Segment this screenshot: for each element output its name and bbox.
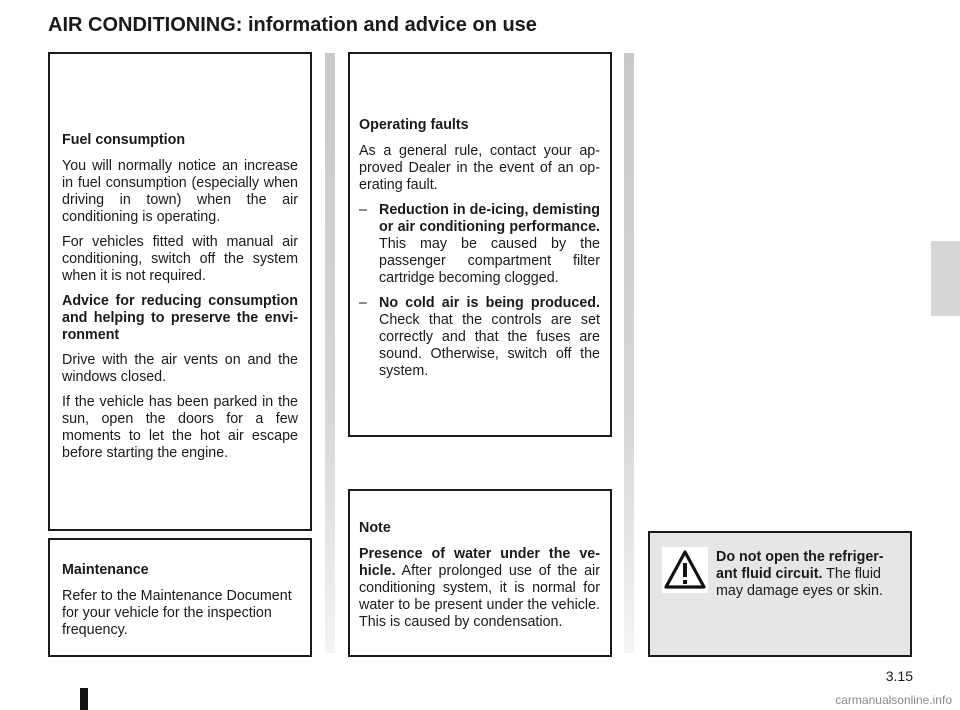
parked-sun-text: If the vehicle has been parked in the sun, open the doors for a few moments to let the hot air escape before starting the engine.	[62, 394, 298, 461]
note-box	[348, 489, 612, 657]
fault-title: No cold air is being produced.	[379, 295, 600, 311]
section-tab-marker	[931, 241, 960, 316]
advice-heading: Advice for reducing consumption and helping to preserve the environment	[62, 293, 298, 343]
fault-description: Check that the controls are set correctly and that the fuses are sound. Otherwise, switch off the system.	[379, 312, 600, 379]
dash-bullet: –	[359, 202, 367, 218]
page-number: 3.15	[885, 668, 913, 684]
note-heading: Note	[359, 520, 391, 536]
warning-box	[648, 531, 912, 657]
warning-text: The fluid may damage eyes or skin.	[716, 566, 883, 599]
dash-bullet: –	[359, 295, 367, 311]
warning-triangle-icon	[662, 547, 708, 593]
column-divider-left	[325, 53, 335, 653]
fault-item	[359, 295, 600, 380]
maintenance-box	[48, 538, 312, 657]
note-text: After prolonged use of the air conditioning system, it is normal for water to be present under the vehicle. This is caused by condensation.	[359, 563, 600, 630]
maintenance-text: Refer to the Maintenance Document for your vehicle for the inspection frequency.	[62, 588, 292, 638]
corner-mark	[80, 688, 88, 710]
manual-ac-text: For vehicles fitted with manual air conditioning, switch off the system when it is not required.	[62, 234, 298, 284]
fault-description: This may be caused by the passenger compartment filter cartridge becoming clogged.	[379, 236, 600, 286]
air-vents-text: Drive with the air vents on and the windows closed.	[62, 352, 298, 385]
operating-faults-box	[348, 52, 612, 437]
maintenance-heading: Maintenance	[62, 562, 149, 578]
warning-title: Do not open the refrigerant fluid circuit.	[716, 549, 884, 582]
operating-faults-heading: Operating faults	[359, 117, 469, 133]
operating-faults-intro: As a general rule, contact your approved Dealer in the event of an operating fault.	[359, 143, 600, 193]
fault-title: Reduction in de-icing, demisting or air conditioning performance.	[379, 202, 600, 235]
fuel-consumption-heading: Fuel consumption	[62, 132, 186, 148]
page-title: AIR CONDITIONING: information and advice on use	[48, 14, 537, 36]
column-divider-right	[624, 53, 634, 653]
fuel-consumption-text: You will normally notice an increase in fuel consumption (especially when driving in town) when the air conditioning is operating.	[62, 158, 298, 225]
note-title: Presence of water under the vehicle.	[359, 546, 600, 579]
watermark: carmanualsonline.info	[835, 693, 952, 707]
fuel-consumption-box	[48, 52, 312, 531]
fault-item	[359, 202, 600, 287]
